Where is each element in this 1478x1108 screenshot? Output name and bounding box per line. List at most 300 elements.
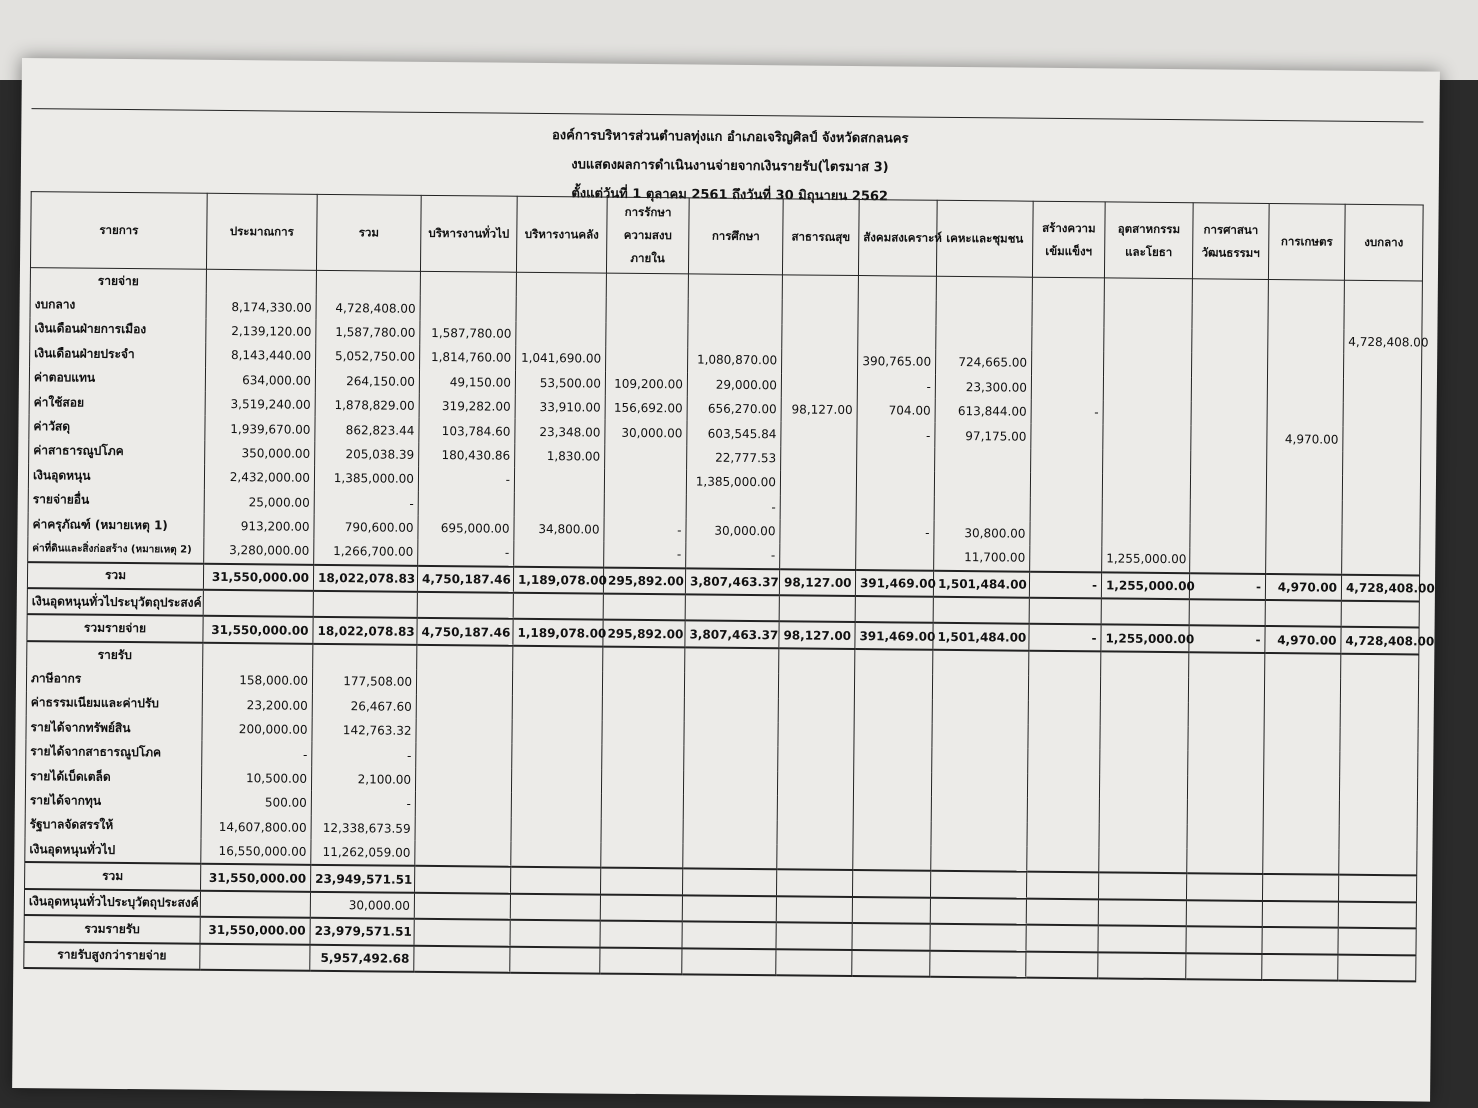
value-cell <box>930 924 1026 951</box>
value-cell <box>1191 352 1267 377</box>
value-cell <box>933 597 1029 624</box>
value-cell: 53,500.00 <box>515 370 605 395</box>
row-label: ค่าธรรมเนียมและค่าปรับ <box>26 691 202 717</box>
value-cell <box>1186 900 1262 927</box>
value-cell <box>852 870 930 897</box>
value-cell <box>511 793 601 818</box>
value-cell: 4,970.00 <box>1267 426 1343 451</box>
value-cell: - <box>857 374 935 399</box>
value-cell <box>1104 303 1192 328</box>
value-cell: - <box>418 540 514 566</box>
value-cell <box>1027 773 1099 798</box>
value-cell: - <box>856 520 934 545</box>
value-cell <box>1101 598 1189 625</box>
value-cell <box>781 373 857 398</box>
value-cell <box>856 471 934 496</box>
value-cell <box>1340 703 1418 728</box>
value-cell <box>1103 400 1191 425</box>
value-cell <box>1027 798 1099 823</box>
empty-cell <box>933 650 1029 676</box>
value-cell <box>512 671 602 696</box>
financial-table <box>23 191 1435 982</box>
value-cell <box>1340 679 1418 704</box>
value-cell <box>776 922 852 949</box>
value-cell: 295,892.00 <box>603 620 685 647</box>
value-cell: 23,300.00 <box>935 374 1031 399</box>
value-cell <box>1262 927 1338 954</box>
value-cell: 4,970.00 <box>1265 626 1341 653</box>
value-cell <box>930 871 1026 898</box>
row-label: รายรับสูงกว่ารายจ่าย <box>24 942 200 970</box>
column-header: การศึกษา <box>688 198 783 275</box>
row-label: ภาษีอากร <box>26 666 202 692</box>
value-cell <box>683 770 777 795</box>
value-cell <box>853 772 931 797</box>
value-cell: 2,100.00 <box>311 767 415 792</box>
value-cell <box>1103 376 1191 401</box>
value-cell: 156,692.00 <box>605 396 687 421</box>
value-cell <box>601 843 683 869</box>
row-label: เงินเดือนฝ่ายประจำ <box>30 341 206 367</box>
value-cell: 103,784.60 <box>419 418 515 443</box>
value-cell <box>1187 848 1263 874</box>
row-label: เงินอุดหนุน <box>28 463 204 489</box>
value-cell <box>1190 499 1266 524</box>
column-header: สังคมสงเคราะห์ <box>858 200 937 277</box>
value-cell: - <box>604 542 686 568</box>
value-cell: 3,519,240.00 <box>205 392 315 417</box>
value-cell: 4,750,187.46 <box>417 618 513 645</box>
value-cell <box>415 841 511 867</box>
row-label: ค่าครุภัณฑ์ (หมายเหตุ 1) <box>28 512 204 538</box>
value-cell <box>778 698 854 723</box>
value-cell <box>932 724 1028 749</box>
column-header: เคหะและชุมชน <box>936 200 1033 277</box>
value-cell <box>1098 926 1186 953</box>
value-cell <box>512 695 602 720</box>
column-header: รายการ <box>30 192 207 270</box>
table-header-row <box>30 192 1423 281</box>
value-cell: 23,979,571.51 <box>310 918 414 945</box>
value-cell: - <box>311 791 415 816</box>
value-cell <box>1100 750 1188 775</box>
value-cell: 4,728,408.00 <box>316 295 420 320</box>
value-cell: - <box>1189 573 1265 600</box>
value-cell <box>1026 872 1098 899</box>
empty-cell <box>782 275 858 301</box>
value-cell <box>934 496 1030 521</box>
value-cell <box>777 771 853 796</box>
value-cell <box>1263 849 1339 875</box>
value-cell <box>415 768 511 793</box>
empty-cell <box>1268 279 1344 305</box>
value-cell: 4,728,408.00 <box>1341 627 1419 654</box>
value-cell <box>1266 548 1342 574</box>
value-cell: 613,844.00 <box>935 399 1031 424</box>
value-cell <box>511 817 601 842</box>
row-label: ค่าวัสดุ <box>29 414 205 440</box>
value-cell: 4,728,408.00 <box>1344 329 1422 354</box>
value-cell: 4,970.00 <box>1265 574 1341 601</box>
value-cell <box>600 894 682 921</box>
value-cell <box>1190 523 1266 548</box>
value-cell <box>854 674 932 699</box>
value-cell <box>510 893 600 920</box>
value-cell: 4,728,408.00 <box>1341 574 1419 601</box>
value-cell <box>1343 451 1421 476</box>
value-cell: 3,280,000.00 <box>204 538 314 564</box>
row-label: รวมรายจ่าย <box>27 615 203 643</box>
value-cell <box>780 544 856 570</box>
value-cell: 11,700.00 <box>934 545 1030 571</box>
value-cell <box>1340 728 1418 753</box>
value-cell: - <box>604 518 686 543</box>
value-cell <box>1026 925 1098 952</box>
value-cell: 704.00 <box>857 398 935 423</box>
value-cell: 1,041,690.00 <box>516 346 606 371</box>
column-header: บริหารงานทั่วไป <box>420 195 517 272</box>
value-cell: 18,022,078.83 <box>313 565 417 592</box>
value-cell: 180,430.86 <box>419 443 515 468</box>
empty-cell <box>1344 280 1422 306</box>
value-cell: 319,282.00 <box>419 394 515 419</box>
value-cell <box>853 821 931 846</box>
column-header: งบกลาง <box>1344 204 1423 281</box>
section-heading: รายรับ <box>27 641 203 668</box>
value-cell <box>602 672 684 697</box>
value-cell <box>1030 497 1102 522</box>
value-cell <box>606 322 688 347</box>
value-cell <box>416 670 512 695</box>
empty-cell <box>313 644 417 670</box>
value-cell: 862,823.44 <box>315 417 419 442</box>
value-cell: 1,255,000.00 <box>1102 547 1190 573</box>
empty-cell <box>685 647 779 673</box>
value-cell <box>1027 847 1099 873</box>
value-cell <box>1188 751 1264 776</box>
value-cell <box>1338 928 1416 955</box>
value-cell <box>1266 524 1342 549</box>
value-cell: 142,763.32 <box>312 718 416 743</box>
value-cell: 2,139,120.00 <box>206 319 316 344</box>
value-cell: 31,550,000.00 <box>201 864 311 891</box>
value-cell: 30,800.00 <box>934 521 1030 546</box>
value-cell <box>600 947 682 974</box>
value-cell: 790,600.00 <box>314 515 418 540</box>
value-cell <box>601 794 683 819</box>
column-header: รวม <box>316 194 421 271</box>
empty-cell <box>936 276 1032 302</box>
value-cell: 1,385,000.00 <box>314 466 418 491</box>
value-cell <box>1032 351 1104 376</box>
value-cell <box>782 300 858 325</box>
value-cell <box>513 593 603 620</box>
value-cell <box>415 792 511 817</box>
value-cell <box>1265 600 1341 627</box>
empty-cell <box>606 273 688 299</box>
value-cell: 23,348.00 <box>515 419 605 444</box>
value-cell <box>932 675 1028 700</box>
empty-cell <box>1265 653 1341 679</box>
value-cell <box>855 596 933 623</box>
value-cell <box>1344 305 1422 330</box>
value-cell <box>1343 378 1421 403</box>
value-cell <box>1028 749 1100 774</box>
value-cell <box>682 869 776 896</box>
value-cell <box>602 696 684 721</box>
value-cell <box>606 347 688 372</box>
value-cell: 26,467.60 <box>312 693 416 718</box>
value-cell <box>852 950 930 977</box>
value-cell: 1,587,780.00 <box>420 321 516 346</box>
value-cell <box>931 773 1027 798</box>
value-cell <box>684 721 778 746</box>
row-label: รายได้จากทรัพย์สิน <box>26 715 202 741</box>
value-cell <box>778 747 854 772</box>
value-cell: - <box>1029 624 1101 651</box>
value-cell <box>1267 451 1343 476</box>
value-cell: - <box>1029 571 1101 598</box>
value-cell: - <box>686 543 780 569</box>
value-cell: 11,262,059.00 <box>311 840 415 866</box>
value-cell <box>1027 822 1099 847</box>
empty-cell <box>316 270 420 296</box>
value-cell <box>1267 402 1343 427</box>
value-cell <box>415 866 511 893</box>
value-cell <box>1338 875 1416 902</box>
value-cell <box>600 921 682 948</box>
column-header: ประมาณการ <box>206 193 317 270</box>
section-heading: รายจ่าย <box>30 268 206 295</box>
value-cell <box>777 820 853 845</box>
value-cell <box>1028 725 1100 750</box>
column-header: อุตสาหกรรมและโยธา <box>1104 202 1193 279</box>
value-cell <box>1264 751 1340 776</box>
row-label: ค่าที่ดินและสิ่งก่อสร้าง (หมายเหตุ 2) <box>28 536 204 563</box>
value-cell <box>606 298 688 323</box>
value-cell <box>601 818 683 843</box>
value-cell <box>683 819 777 844</box>
value-cell: 8,174,330.00 <box>206 294 316 319</box>
value-cell <box>930 950 1026 977</box>
value-cell <box>688 299 782 324</box>
row-label: เงินอุดหนุนทั่วไประบุวัตถุประสงค์ <box>27 588 203 616</box>
value-cell <box>1186 926 1262 953</box>
value-cell <box>1031 448 1103 473</box>
column-header: การศาสนาวัฒนธรรมฯ <box>1192 203 1269 280</box>
value-cell <box>1264 703 1340 728</box>
value-cell <box>416 694 512 719</box>
value-cell: 14,607,800.00 <box>201 814 311 839</box>
value-cell <box>1191 377 1267 402</box>
value-cell: 1,587,780.00 <box>316 320 420 345</box>
value-cell <box>200 891 310 918</box>
value-cell <box>932 699 1028 724</box>
value-cell: 1,189,078.00 <box>513 566 603 593</box>
value-cell <box>779 595 855 622</box>
value-cell <box>776 896 852 923</box>
value-cell <box>1187 775 1263 800</box>
value-cell: 29,000.00 <box>687 372 781 397</box>
document-page <box>12 58 1440 1102</box>
value-cell <box>313 591 417 618</box>
value-cell <box>1340 752 1418 777</box>
value-cell <box>1342 500 1420 525</box>
value-cell: 2,432,000.00 <box>204 465 314 490</box>
value-cell <box>1341 601 1419 628</box>
value-cell <box>682 895 776 922</box>
value-cell <box>1026 898 1098 925</box>
value-cell <box>510 946 600 973</box>
value-cell: 1,939,670.00 <box>205 416 315 441</box>
value-cell <box>1338 901 1416 928</box>
value-cell: 1,878,829.00 <box>315 393 419 418</box>
row-label: รายจ่ายอื่น <box>28 488 204 514</box>
value-cell <box>1103 352 1191 377</box>
value-cell <box>603 594 685 621</box>
value-cell <box>683 795 777 820</box>
value-cell: 177,508.00 <box>312 669 416 694</box>
value-cell <box>781 422 857 447</box>
value-cell <box>516 322 606 347</box>
value-cell <box>1103 425 1191 450</box>
value-cell <box>200 943 310 970</box>
value-cell <box>684 697 778 722</box>
value-cell: 10,500.00 <box>201 766 311 791</box>
value-cell <box>776 949 852 976</box>
value-cell: 1,385,000.00 <box>686 470 780 495</box>
value-cell: 500.00 <box>201 790 311 815</box>
value-cell: 98,127.00 <box>779 569 855 596</box>
value-cell <box>418 491 514 516</box>
value-cell: 390,765.00 <box>858 349 936 374</box>
value-cell <box>688 323 782 348</box>
value-cell: 30,000.00 <box>310 892 414 919</box>
value-cell <box>1262 874 1338 901</box>
value-cell: 97,175.00 <box>935 423 1031 448</box>
value-cell <box>1264 678 1340 703</box>
value-cell <box>1339 825 1417 850</box>
value-cell <box>1190 474 1266 499</box>
column-header: การรักษาความสงบภายใน <box>606 197 689 274</box>
value-cell <box>1100 701 1188 726</box>
value-cell: 12,338,673.59 <box>311 815 415 840</box>
value-cell <box>931 846 1027 872</box>
value-cell <box>1102 522 1190 547</box>
report-title: งบแสดงผลการดำเนินงานจ่ายจากเงินรายรับ(ไตรมาส 3) <box>571 157 889 176</box>
value-cell <box>1189 599 1265 626</box>
empty-cell <box>1029 651 1101 677</box>
value-cell <box>931 821 1027 846</box>
report-period: ตั้งแต่วันที่ 1 ตุลาคม 2561 ถึงวันที่ 30 มิถุนายน 2562 <box>571 186 889 205</box>
row-label: รวม <box>25 862 201 890</box>
value-cell <box>1099 823 1187 848</box>
value-cell <box>1099 847 1187 873</box>
row-label: งบกลาง <box>30 292 206 318</box>
value-cell <box>1187 799 1263 824</box>
value-cell <box>416 719 512 744</box>
value-cell <box>780 519 856 544</box>
value-cell: 634,000.00 <box>205 367 315 392</box>
row-label: รายได้จากทุน <box>25 788 201 814</box>
value-cell: 695,000.00 <box>418 516 514 541</box>
value-cell <box>605 444 687 469</box>
empty-cell <box>1101 651 1189 677</box>
value-cell <box>1191 401 1267 426</box>
value-cell <box>1188 702 1264 727</box>
value-cell <box>856 544 934 570</box>
value-cell <box>420 296 516 321</box>
row-label: เงินเดือนฝ่ายการเมือง <box>30 317 206 343</box>
value-cell <box>782 348 858 373</box>
value-cell: 603,545.84 <box>687 421 781 446</box>
value-cell <box>1267 378 1343 403</box>
value-cell <box>1102 474 1190 499</box>
value-cell <box>857 447 935 472</box>
value-cell <box>1032 326 1104 351</box>
value-cell <box>1263 776 1339 801</box>
row-label: เงินอุดหนุนทั่วไประบุวัตถุประสงค์ <box>24 889 200 917</box>
value-cell <box>1188 726 1264 751</box>
value-cell: 1,080,870.00 <box>688 348 782 373</box>
value-cell <box>416 743 512 768</box>
value-cell <box>415 816 511 841</box>
value-cell: 724,665.00 <box>936 350 1032 375</box>
value-cell <box>1186 874 1262 901</box>
value-cell <box>684 746 778 771</box>
value-cell: 3,807,463.37 <box>685 568 779 595</box>
value-cell: 34,800.00 <box>514 517 604 542</box>
value-cell <box>1338 954 1416 981</box>
value-cell <box>414 945 510 972</box>
value-cell: 5,957,492.68 <box>310 944 414 971</box>
value-cell <box>935 448 1031 473</box>
value-cell: 205,038.39 <box>315 442 419 467</box>
value-cell <box>1343 427 1421 452</box>
value-cell <box>777 795 853 820</box>
value-cell <box>1098 873 1186 900</box>
value-cell: 391,469.00 <box>855 570 933 597</box>
value-cell <box>1099 774 1187 799</box>
value-cell: 1,501,484.00 <box>933 570 1029 597</box>
value-cell <box>1266 475 1342 500</box>
value-cell <box>1098 952 1186 979</box>
value-cell <box>1263 800 1339 825</box>
value-cell <box>1342 476 1420 501</box>
empty-cell <box>855 649 933 675</box>
value-cell: 22,777.53 <box>687 445 781 470</box>
value-cell: 158,000.00 <box>202 668 312 693</box>
value-cell <box>600 868 682 895</box>
value-cell <box>934 472 1030 497</box>
value-cell <box>417 592 513 619</box>
value-cell <box>1266 499 1342 524</box>
row-label: รายได้เบ็ดเตล็ด <box>25 764 201 790</box>
value-cell <box>852 923 930 950</box>
value-cell <box>936 326 1032 351</box>
value-cell <box>1192 328 1268 353</box>
value-cell <box>1104 327 1192 352</box>
value-cell <box>682 948 776 975</box>
value-cell: 295,892.00 <box>603 567 685 594</box>
value-cell <box>514 492 604 517</box>
value-cell: 23,200.00 <box>202 692 312 717</box>
value-cell <box>604 469 686 494</box>
value-cell <box>1032 302 1104 327</box>
empty-cell <box>1032 277 1104 303</box>
value-cell <box>1030 473 1102 498</box>
row-label: เงินอุดหนุนทั่วไป <box>25 837 201 864</box>
